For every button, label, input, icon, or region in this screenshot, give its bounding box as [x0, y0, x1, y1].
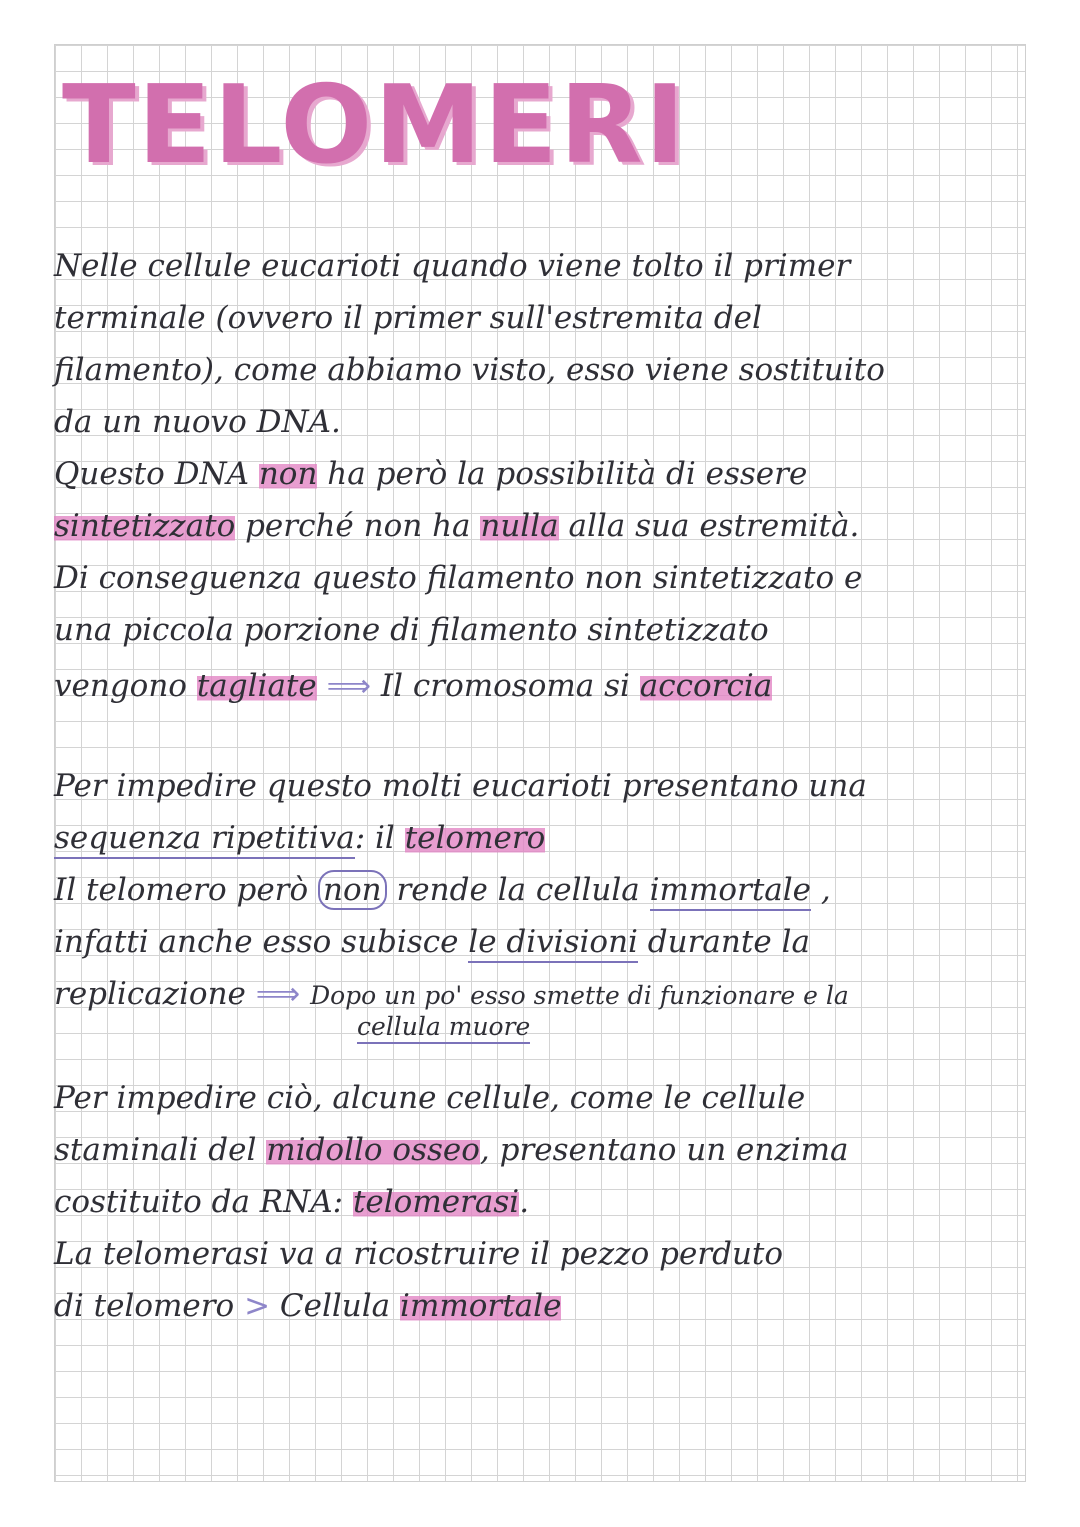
text-span: ha però la possibilità di essere [317, 456, 808, 492]
text-span: , [811, 872, 831, 908]
text-span: . [519, 1184, 530, 1220]
highlight: immortale [400, 1288, 562, 1324]
highlight: sintetizzato [54, 508, 236, 544]
text-line [54, 760, 867, 812]
text-span: , presentano un enzima [479, 1132, 849, 1168]
text-line [54, 1228, 783, 1280]
text-line [54, 292, 762, 344]
text-span: Il cromosoma si [380, 668, 640, 704]
text-line [54, 1280, 561, 1332]
circled-text: non [318, 870, 387, 910]
text-line [54, 344, 885, 396]
underlined-text: cellula muore [357, 1012, 530, 1044]
text-line [54, 1124, 849, 1176]
underlined-text: immortale [650, 872, 811, 911]
text-line [54, 1176, 529, 1228]
text-line [54, 660, 772, 712]
text-line [54, 500, 859, 552]
arrow-icon: > [234, 1288, 280, 1324]
text-span: durante la [637, 924, 810, 960]
highlight: accorcia [639, 668, 773, 704]
text-span: Per impedire questo molti eucarioti presentano una [54, 768, 867, 804]
text-line [54, 812, 545, 864]
text-line [54, 864, 831, 916]
text-line [357, 1006, 530, 1048]
text-span: Nelle cellule eucarioti quando viene tolto il primer [54, 248, 851, 284]
text-span: Per impedire ciò, alcune cellule, come le cellule [54, 1080, 806, 1116]
page-title: TELOMERI [62, 63, 687, 188]
text-span: una piccola porzione di filamento sintetizzato [54, 612, 769, 648]
underlined-text: sequenza ripetitiva [54, 820, 355, 859]
text-line [54, 240, 850, 292]
text-line [54, 604, 769, 656]
text-span: staminali del [54, 1132, 267, 1168]
text-span: filamento), come abbiamo visto, esso viene sostituito [54, 352, 885, 388]
highlight: midollo osseo [266, 1132, 480, 1168]
text-span: Dopo un po' esso smette di funzionare e la [310, 981, 849, 1010]
text-line [54, 916, 810, 968]
text-span: vengono [54, 668, 197, 704]
highlight: telomero [404, 820, 546, 856]
text-line [54, 1072, 805, 1124]
underlined-text: le divisioni [468, 924, 638, 963]
text-span: : il [354, 820, 405, 856]
text-span: terminale (ovvero il primer sull'estremita del [54, 300, 762, 336]
text-span: Questo DNA [54, 456, 259, 492]
highlight: nulla [480, 508, 559, 544]
text-span: Cellula [279, 1288, 401, 1324]
implies-arrow-icon: ⟹ [245, 976, 311, 1012]
highlight: non [258, 456, 318, 492]
text-line [54, 396, 341, 448]
text-span: rende la cellula [386, 872, 650, 908]
text-span: perché non ha [235, 508, 481, 544]
text-span: da un nuovo DNA. [54, 404, 341, 440]
text-span: di telomero [54, 1288, 235, 1324]
text-line [54, 448, 807, 500]
highlight: tagliate [196, 668, 317, 704]
text-span: Di conseguenza questo filamento non sintetizzato e [54, 560, 863, 596]
text-span: alla sua estremità. [558, 508, 860, 544]
text-span: replicazione [54, 976, 246, 1012]
text-span: infatti anche esso subisce [54, 924, 469, 960]
text-span: La telomerasi va a ricostruire il pezzo perduto [54, 1236, 784, 1272]
implies-arrow-icon: ⟹ [316, 668, 381, 704]
text-line [54, 552, 862, 604]
highlight: telomerasi [352, 1184, 520, 1220]
text-span: Il telomero però [54, 872, 318, 908]
text-span: costituito da RNA: [54, 1184, 353, 1220]
